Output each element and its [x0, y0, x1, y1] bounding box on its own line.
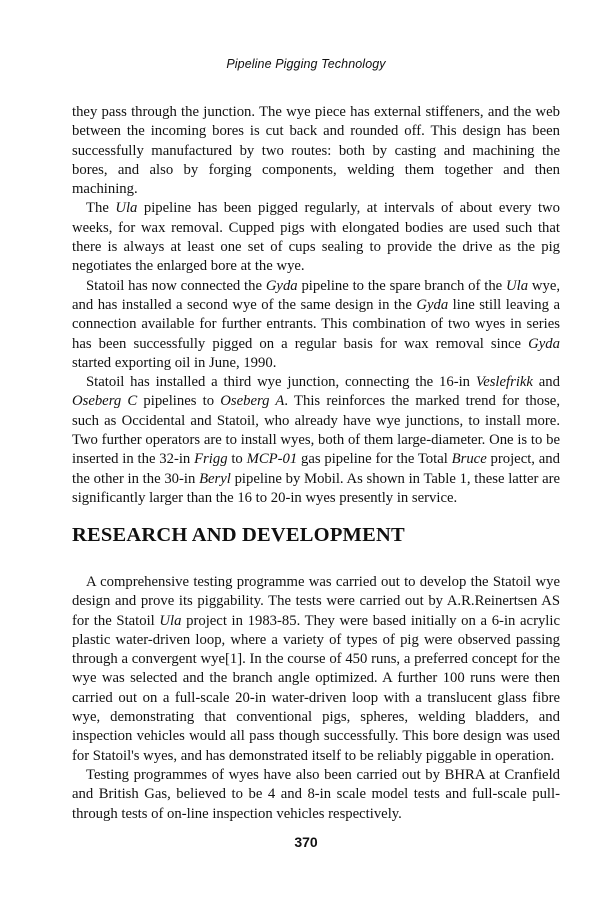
- section-heading: RESEARCH AND DEVELOPMENT: [72, 524, 405, 546]
- body-text-top: [72, 103, 560, 508]
- pipeline-name-gyda: Gyda: [416, 296, 449, 313]
- project-name-bruce: Bruce: [451, 451, 487, 468]
- project-name-ula: Ula: [159, 612, 182, 629]
- running-head: Pipeline Pigging Technology: [226, 57, 386, 71]
- pipeline-name-veslefrikk: Veslefrikk: [475, 374, 533, 391]
- pipeline-name-oseberg-a: Oseberg A: [220, 393, 285, 410]
- pipeline-name-gyda: Gyda: [528, 335, 560, 352]
- pipeline-name-mcp01: MCP-01: [246, 451, 298, 468]
- paragraph-gyda-connection: Statoil has now connected the Gyda pipeline to the spare branch of the Ula wye, and has installed a second wye of the same design in the Gyda line still leaving a connection available for further entrants. This combination of two wyes in series has been successfully pigged on a regular basis for wax removal since Gyda started exporting oil in June, 1990.: [72, 277, 561, 371]
- paragraph-bhra-tests: Testing programmes of wyes have also been carried out by BHRA at Cranfield and British Gas, believed to be 4 and 8-in scale model tests and full-scale pull-through tests of on-line inspection vehicles respectively.: [72, 766, 560, 822]
- pipeline-name-frigg: Frigg: [194, 451, 228, 468]
- body-text-bottom: [72, 573, 560, 824]
- paragraph-wye-design: they pass through the junction. The wye piece has external stiffeners, and the web between the incoming bores is cut back and rounded off. This design has been successfully manufactured by two routes: both by casting and machining the bores, and also by forging components, welding them together and then machining.: [72, 104, 560, 198]
- pipeline-name-gyda: Gyda: [265, 277, 298, 294]
- paragraph-testing-programme: A comprehensive testing programme was carried out to develop the Statoil wye design and prove its piggability. The tests were carried out by A.R.Reinertsen AS for the Statoil Ula project in 1983-85. They were based initially on a 6-in acrylic plastic water-driven loop, where a variety of types of pig were observed passing through a convergent wye[1]. In the course of 450 runs, a preferred concept for the wye was selected and the branch angle optimized. A further 100 runs were then carried out on a full-scale 20-in water-driven loop with a translucent glass fibre wye, demonstrating that conventional pigs, spheres, welding bladders, and inspection vehicles would all pass though successfully. This bore design was used for Statoil's wyes, and has demonstrated itself to be reliably piggable in operation.: [72, 574, 560, 764]
- pipeline-name-ula: Ula: [506, 277, 529, 294]
- paragraph-third-wye: Statoil has installed a third wye junction, connecting the 16-in Veslefrikk and Oseberg C pipelines to Oseberg A. This reinforces the marked trend for those, such as Occidental and Statoil, who already have wye junctions, to install more. Two further operators are to install wyes, both of them large-diameter. One is to be inserted in the 32-in Frigg to MCP-01 gas pipeline for the Total Bruce project, and the other in the 30-in Beryl pipeline by Mobil. As shown in Table 1, these latter are significantly larger than the 16 to 20-in wyes presently in service.: [72, 374, 561, 506]
- page-number: 370: [294, 834, 318, 850]
- pipeline-name-ula: Ula: [115, 200, 138, 217]
- pipeline-name-oseberg-c: Oseberg C: [72, 393, 138, 410]
- pipeline-name-beryl: Beryl: [199, 470, 231, 487]
- paragraph-ula-pigging: The Ula pipeline has been pigged regularly, at intervals of about every two weeks, for wax removal. Cupped pigs with elongated bodies are used such that there is always at least one set of cups sealing to provide the drive as the pig negotiates the enlarged bore at the wye.: [72, 200, 560, 275]
